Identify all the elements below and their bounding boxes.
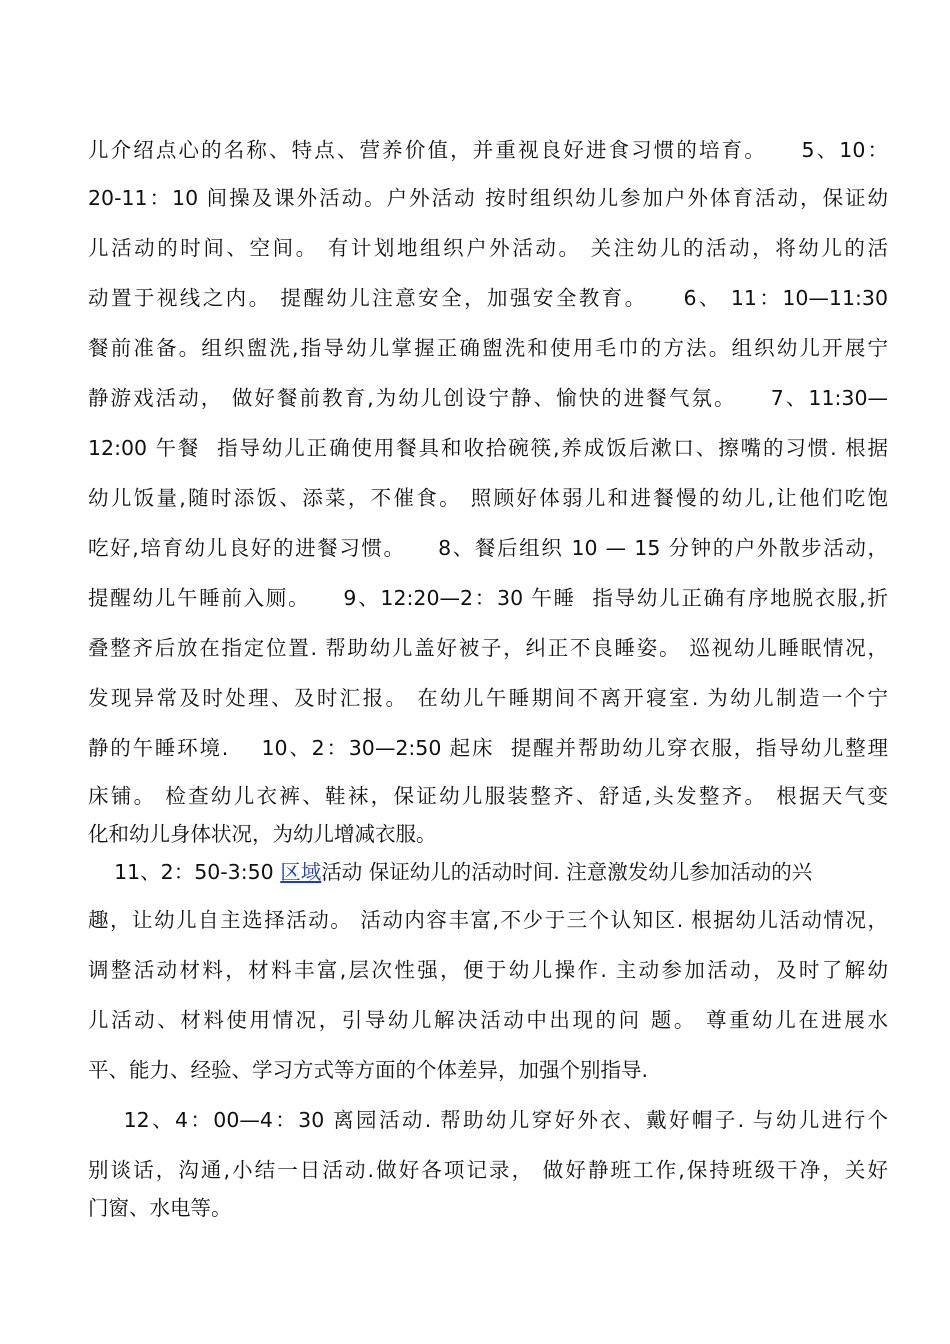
text-line: 吃好,培育幼儿良好的进餐习惯。 8、餐后组织 10 — 15 分钟的户外散步活动，	[88, 536, 888, 560]
text-line: 静的午睡环境. 10、2：30—2:50 起床 提醒并帮助幼儿穿衣服，指导幼儿整理	[88, 736, 888, 760]
text-line: 动置于视线之内。 提醒幼儿注意安全，加强安全教育。 6、 11：10—11:30	[88, 286, 888, 310]
text-line: 调整活动材料，材料丰富,层次性强，便于幼儿操作. 主动参加活动，及时了解幼	[88, 958, 888, 982]
text-line: 儿活动的时间、空间。 有计划地组织户外活动。 关注幼儿的活动，将幼儿的活	[88, 236, 888, 260]
paragraph-11-rest: 活动 保证幼儿的活动时间. 注意激发幼儿参加活动的兴	[321, 860, 813, 884]
text-line: 静游戏活动， 做好餐前教育,为幼儿创设宁静、愉快的进餐气氛。 7、11:30—	[88, 386, 888, 410]
area-link[interactable]: 区域	[280, 860, 322, 884]
paragraph-11-prefix: 11、2：50-3:50	[88, 860, 281, 884]
text-line: 餐前准备。组织盥洗,指导幼儿掌握正确盥洗和使用毛巾的方法。组织幼儿开展宁	[88, 336, 888, 360]
text-line: 发现异常及时处理、及时汇报。 在幼儿午睡期间不离开寝室. 为幼儿制造一个宁	[88, 686, 888, 710]
text-line: 床铺。 检查幼儿衣裤、鞋袜，保证幼儿服装整齐、舒适,头发整齐。 根据天气变	[88, 784, 888, 808]
text-line: 12、4：00—4：30 离园活动. 帮助幼儿穿好外衣、戴好帽子. 与幼儿进行个	[88, 1108, 888, 1132]
text-line: 趣，让幼儿自主选择活动。 活动内容丰富,不少于三个认知区. 根据幼儿活动情况，	[88, 908, 888, 932]
text-line: 提醒幼儿午睡前入厕。 9、12:20—2：30 午睡 指导幼儿正确有序地脱衣服,折	[88, 586, 888, 610]
text-line: 幼儿饭量,随时添饭、添菜，不催食。 照顾好体弱儿和进餐慢的幼儿,让他们吃饱	[88, 486, 888, 510]
text-line: 20-11：10 间操及课外活动。户外活动 按时组织幼儿参加户外体育活动，保证幼	[88, 186, 888, 210]
text-line: 儿介绍点心的名称、特点、营养价值，并重视良好进食习惯的培育。 5、10：	[88, 138, 888, 162]
text-line: 门窗、水电等。	[88, 1196, 232, 1220]
paragraph-11-first-line	[88, 852, 888, 892]
text-line: 12:00 午餐 指导幼儿正确使用餐具和收拾碗筷,养成饭后漱口、擦嘴的习惯. 根据	[88, 436, 888, 460]
text-line: 化和幼儿身体状况，为幼儿增减衣服。	[88, 822, 437, 846]
text-line: 叠整齐后放在指定位置. 帮助幼儿盖好被子，纠正不良睡姿。 巡视幼儿睡眠情况，	[88, 636, 888, 660]
text-line: 平、能力、经验、学习方式等方面的个体差异，加强个别指导.	[88, 1058, 649, 1082]
text-line: 别谈话，沟通,小结一日活动.做好各项记录， 做好静班工作,保持班级干净，关好	[88, 1158, 888, 1182]
text-line: 儿活动、材料使用情况，引导幼儿解决活动中出现的问 题。 尊重幼儿在进展水	[88, 1008, 888, 1032]
